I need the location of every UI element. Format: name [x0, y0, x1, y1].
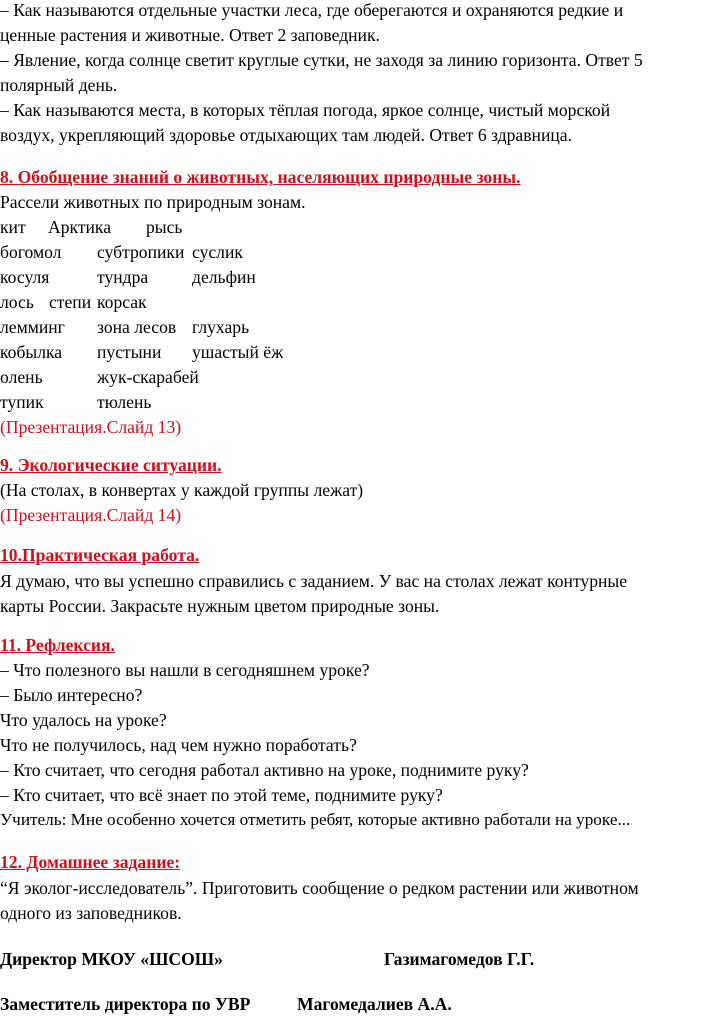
intro-line: – Явление, когда солнце светит круглые сутки, не заходя за линию горизонта. Ответ 5 [0, 50, 643, 70]
intro-line: – Как называются места, в которых тёплая погода, яркое солнце, чистый морской [0, 100, 611, 120]
section-10-heading: 10.Практическая работа. [0, 545, 200, 565]
section-11-line: – Что полезного вы нашли в сегодняшнем уроке? [0, 660, 370, 680]
table-cell: тупик [0, 392, 44, 412]
table-cell: Арктика [48, 217, 112, 237]
table-cell: косуля [0, 267, 50, 287]
intro-line: полярный день. [0, 75, 118, 95]
section-11-line: – Кто считает, что сегодня работал активно на уроке, поднимите руку? [0, 760, 529, 780]
table-cell: пустыни [97, 342, 162, 362]
section-11-line: Учитель: Мне особенно хочется отметить ребят, которые активно работали на уроке... [0, 810, 631, 829]
table-cell: тундра [97, 267, 149, 287]
table-cell: субтропики [97, 242, 185, 262]
director-title: Директор МКОУ «ШСОШ» [0, 949, 223, 969]
section-8-instruction: Расcели животных по природным зонам. [0, 192, 306, 212]
table-cell: степи [49, 292, 92, 312]
table-cell: глухарь [192, 317, 250, 337]
section-11-line: – Кто считает, что всё знает по этой теме, поднимите руку? [0, 785, 443, 805]
table-cell: тюлень [97, 392, 152, 412]
section-12-heading: 12. Домашнее задание: [0, 852, 181, 872]
intro-line: ценные растения и животные. Ответ 2 заповедник. [0, 25, 380, 45]
section-10-line: Я думаю, что вы успешно справились с заданием. У вас на столах лежат контурные [0, 571, 628, 591]
slide-reference: (Презентация.Слайд 14) [0, 505, 182, 525]
slide-reference: (Презентация.Слайд 13) [0, 417, 182, 437]
table-cell: лемминг [0, 317, 65, 337]
intro-line: – Как называются отдельные участки леса, где оберегаются и охраняются редкие и [0, 0, 624, 20]
section-12-line: одного из заповедников. [0, 903, 182, 923]
table-cell: корсак [97, 292, 147, 312]
table-cell: дельфин [192, 267, 256, 287]
table-cell: богомол [0, 242, 62, 262]
table-cell: кобылка [0, 342, 63, 362]
section-11-line: – Было интересно? [0, 685, 143, 705]
deputy-name: Магомедалиев А.А. [297, 994, 452, 1014]
table-cell: зона лесов [97, 317, 177, 337]
section-8-heading: 8. Обобщение знаний о животных, населяющих природные зоны. [0, 167, 521, 187]
section-11-heading: 11. Рефлексия. [0, 635, 115, 655]
table-cell: жук-скарабей [97, 367, 199, 387]
section-11-line: Что удалось на уроке? [0, 710, 167, 730]
table-cell: ушастый ёж [192, 342, 284, 362]
deputy-title: Заместитель директора по УВР [0, 994, 251, 1014]
section-10-line: карты России. Закрасьте нужным цветом природные зоны. [0, 596, 440, 616]
section-12-line: “Я эколог-исследователь”. Приготовить сообщение о редком растении или животном [0, 878, 639, 898]
director-name: Газимагомедов Г.Г. [384, 949, 535, 969]
intro-line: воздух, укрепляющий здоровье отдыхающих там людей. Ответ 6 здравница. [0, 125, 572, 145]
section-11-line: Что не получилось, над чем нужно поработать? [0, 735, 357, 755]
table-cell: рысь [146, 217, 183, 237]
section-9-heading: 9. Экологические ситуации. [0, 455, 222, 475]
table-cell: олень [0, 367, 43, 387]
table-cell: лось [0, 292, 34, 312]
table-cell: кит [0, 217, 26, 237]
section-9-text: (На столах, в конвертах у каждой группы лежат) [0, 480, 364, 500]
table-cell: суслик [192, 242, 243, 262]
